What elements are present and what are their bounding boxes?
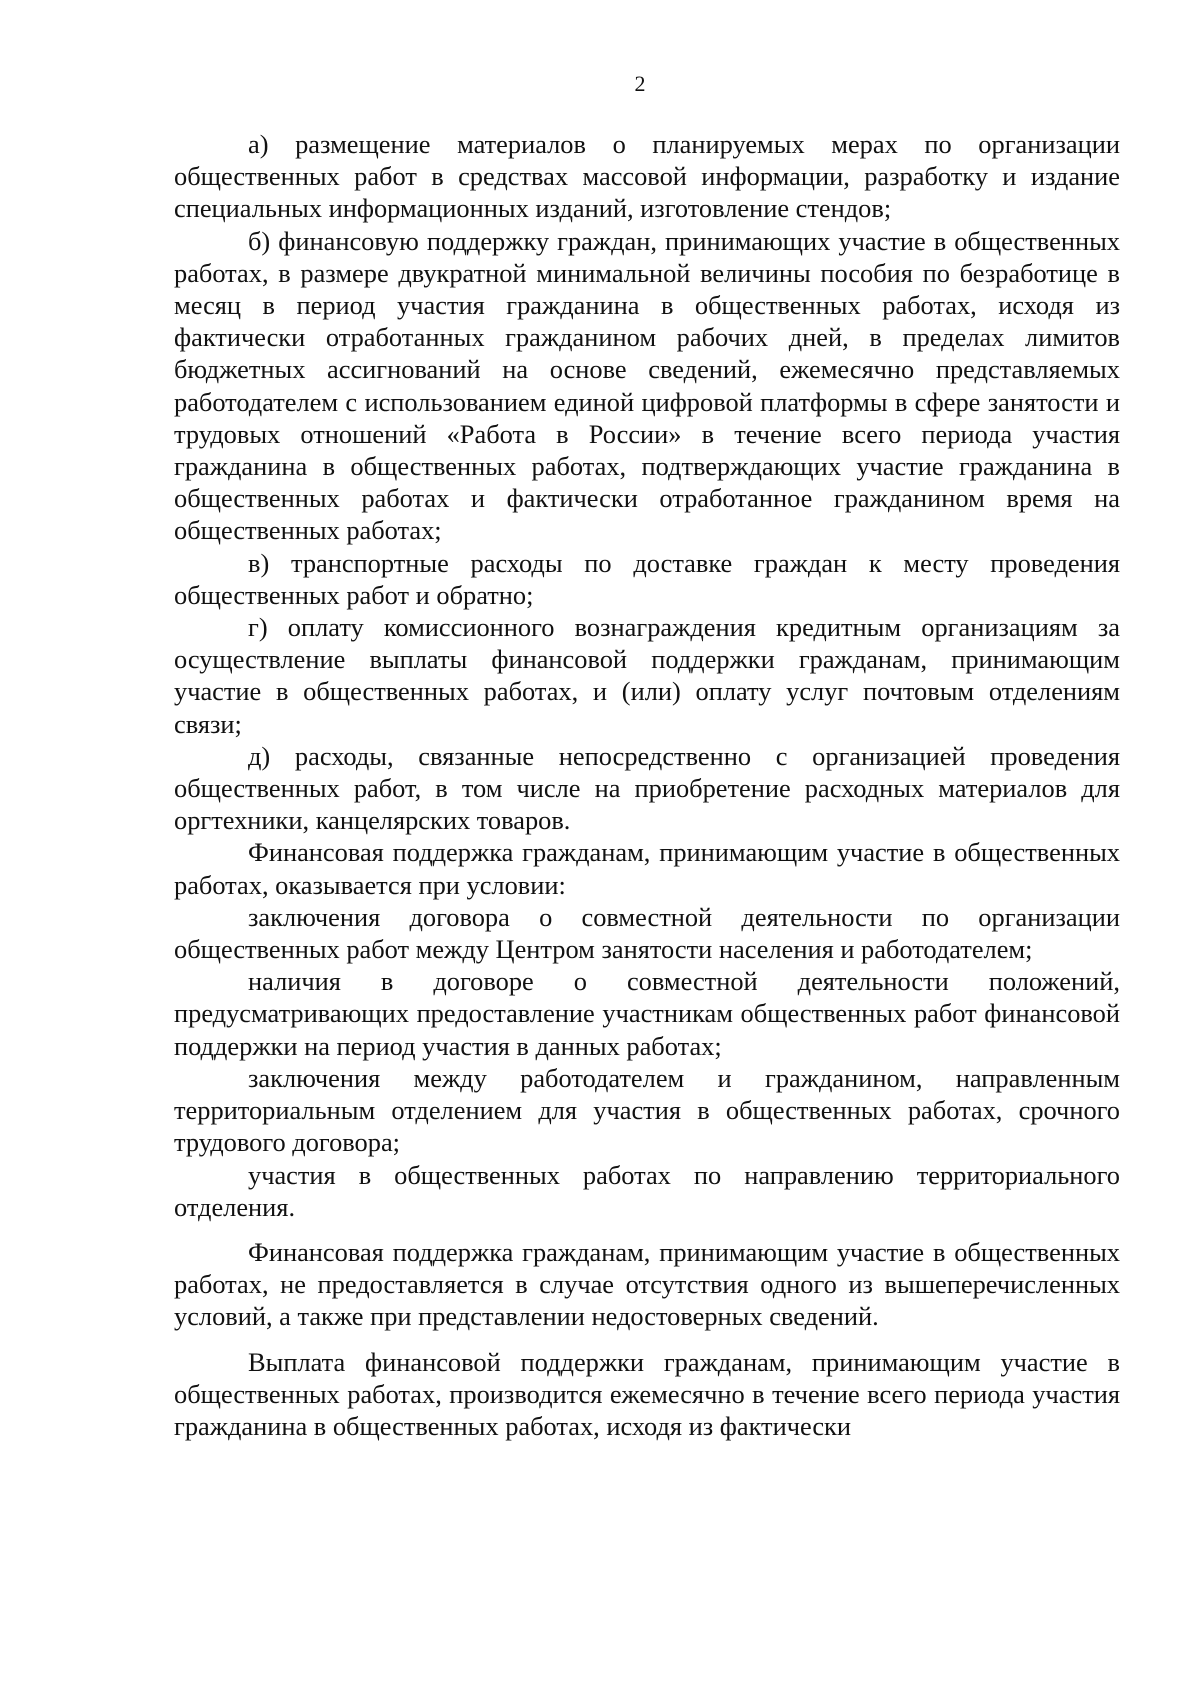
paragraph-item-b: б) финансовую поддержку граждан, принимающих участие в общественных работах, в размере двукратной минимальной величины пособия по безработице в месяц в период участия гражданина в общественных работах, исходя из фактически отработанных гражданином рабочих дней, в пределах лимитов бюджетных ассигнований на основе сведений, ежемесячно представляемых работодателем с использованием единой цифровой платформы в сфере занятости и трудовых отношений «Работа в России» в течение всего периода участия гражданина в общественных работах, подтверждающих участие гражданина в общественных работах и фактически отработанное гражданином время на общественных работах; — [174, 225, 1120, 546]
paragraph-item-g: г) оплату комиссионного вознаграждения кредитным организациям за осуществление выплаты финансовой поддержки гражданам, принимающим участие в общественных работах, и (или) оплату услуг почтовым отделениям связи; — [174, 612, 1120, 739]
paragraph-condition-labor-contract: заключения между работодателем и гражданином, направленным территориальным отделением для участия в общественных работах, срочного трудового договора; — [174, 1062, 1120, 1158]
paragraph-support-conditions-intro: Финансовая поддержка гражданам, принимающим участие в общественных работах, оказывается при условии: — [174, 837, 1120, 900]
paragraph-item-d: д) расходы, связанные непосредственно с организацией проведения общественных работ, в том числе на приобретение расходных материалов для оргтехники, канцелярских товаров. — [174, 740, 1120, 836]
paragraph-item-a: а) размещение материалов о планируемых мерах по организации общественных работ в средствах массовой информации, разработку и издание специальных информационных изданий, изготовление стендов; — [174, 129, 1120, 224]
paragraph-item-v: в) транспортные расходы по доставке граждан к месту проведения общественных работ и обратно; — [174, 547, 1120, 610]
paragraph-condition-provisions: наличия в договоре о совместной деятельности положений, предусматривающих предоставление участникам общественных работ финансовой поддержки на период участия в данных работах; — [174, 966, 1120, 1061]
document-body — [174, 128, 1120, 1442]
paragraph-payment-procedure: Выплата финансовой поддержки гражданам, принимающим участие в общественных работах, производится ежемесячно в течение всего периода участия гражданина в общественных работах, исходя из фактически — [174, 1346, 1120, 1441]
paragraph-condition-referral: участия в общественных работах по направлению территориального отделения. — [174, 1159, 1120, 1222]
page-number: 2 — [634, 71, 646, 96]
paragraph-condition-agreement: заключения договора о совместной деятельности по организации общественных работ между Центром занятости населения и работодателем; — [174, 901, 1120, 965]
paragraph-support-not-provided: Финансовая поддержка гражданам, принимающим участие в общественных работах, не предоставляется в случае отсутствия одного из вышеперечисленных условий, а также при представлении недостоверных сведений. — [174, 1236, 1120, 1332]
